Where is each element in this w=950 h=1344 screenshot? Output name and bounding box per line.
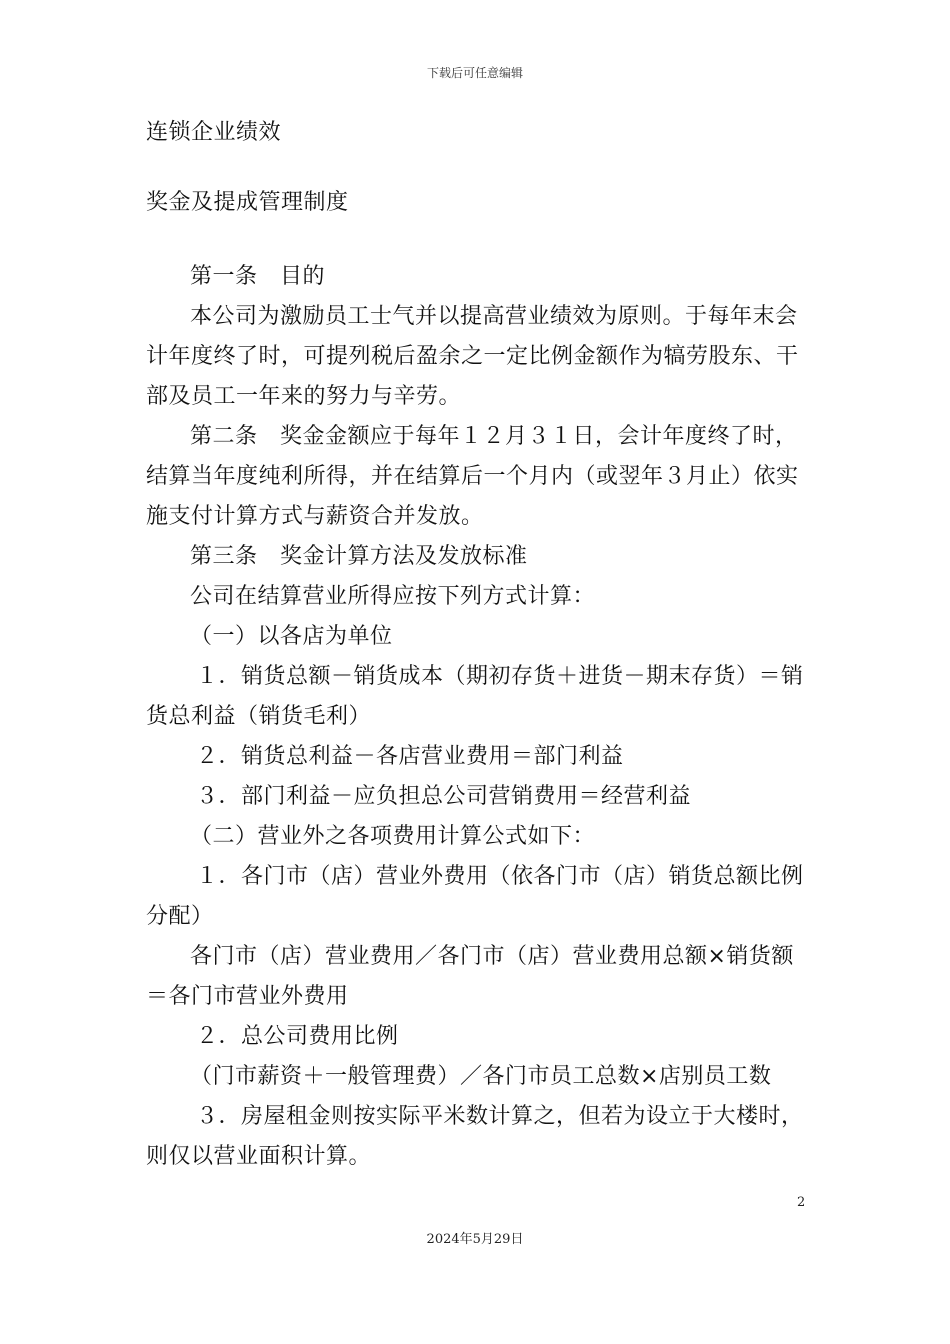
page-header: 下载后可任意编辑 xyxy=(426,66,523,80)
section-1-heading: （一）以各店为单位 xyxy=(190,624,393,649)
calculation-intro: 公司在结算营业所得应按下列方式计算： xyxy=(190,584,596,609)
expense-item-2: ２．总公司费用比例 xyxy=(196,1024,399,1049)
expense-item-3: ３．房屋租金则按实际平米数计算之，但若为设立于大楼时，则仅以营业面积计算。 xyxy=(146,1104,804,1169)
expense-formula-1: 各门市（店）营业费用／各门市（店）营业费用总额×销货额＝各门市营业外费用 xyxy=(146,944,794,1009)
article-3-heading: 第三条 奖金计算方法及发放标准 xyxy=(190,544,528,569)
document-body xyxy=(146,113,810,1177)
expense-item-1: １．各门市（店）营业外费用（依各门市（店）销货总额比例分配） xyxy=(146,864,804,929)
article-1-heading: 第一条 目的 xyxy=(190,264,326,289)
section-2-heading: （二）营业外之各项费用计算公式如下： xyxy=(190,824,596,849)
article-2-body: 第二条 奖金金额应于每年１２月３１日，会计年度终了时，结算当年度纯利所得，并在结算后一个月内（或翌年３月止）依实施支付计算方式与薪资合并发放。 xyxy=(146,424,799,529)
page-footer-date: 2024年5月29日 xyxy=(426,1232,524,1247)
article-1-body: 本公司为激励员工士气并以提高营业绩效为原则。于每年末会计年度终了时，可提列税后盈余之一定比例金额作为犒劳股东、干部及员工一年来的努力与辛劳。 xyxy=(146,304,799,409)
formula-1: １．销货总额－销货成本（期初存货＋进货－期末存货）＝销货总利益（销货毛利） xyxy=(146,664,804,729)
document-title: 连锁企业绩效 xyxy=(146,120,282,145)
expense-formula-2: （门市薪资＋一般管理费）／各门市员工总数×店别员工数 xyxy=(190,1064,772,1089)
document-subtitle: 奖金及提成管理制度 xyxy=(146,190,349,215)
formula-2: ２．销货总利益－各店营业费用＝部门利益 xyxy=(196,744,624,769)
formula-3: ３．部门利益－应负担总公司营销费用＝经营利益 xyxy=(196,784,692,809)
page-number: 2 xyxy=(797,1195,806,1210)
